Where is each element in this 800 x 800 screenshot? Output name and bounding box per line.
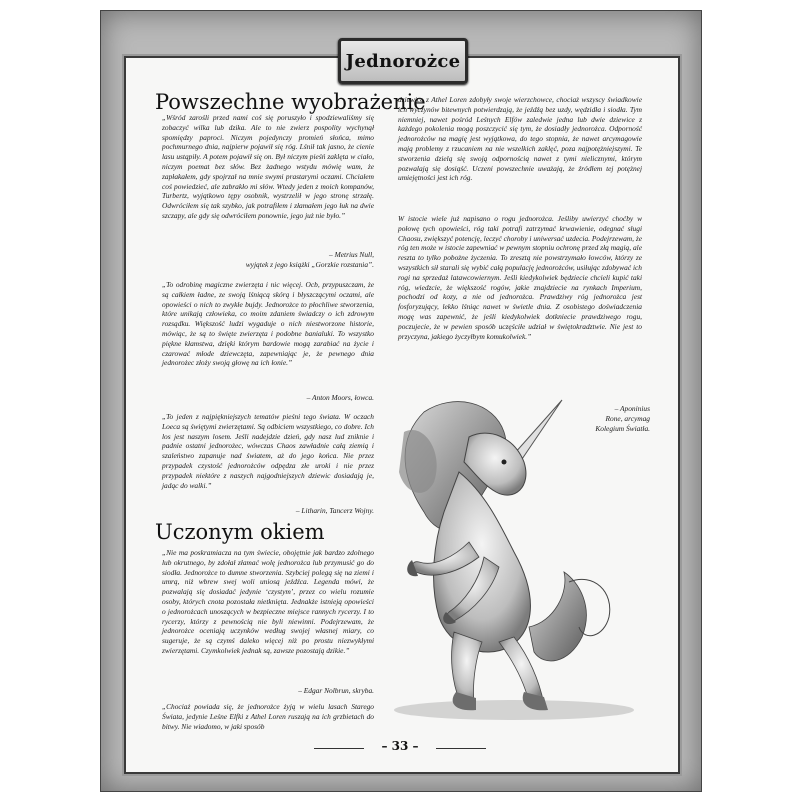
quote-paragraph: „Chociaż powiada się, że jednorożce żyją w wielu lasach Starego Świata, jedynie Leśne Elfki z Athel Loren ruszają na ich grzbietach do bitwy. Nie wiadomo, w jaki sposób bbox=[162, 702, 374, 731]
footer-rule-right bbox=[436, 748, 486, 749]
quote-attribution: – Anton Moors, łowca. bbox=[306, 393, 374, 402]
quote-paragraph: dziewice z Athel Loren zdobyły swoje wierzchowce, chociaż wszyscy świadkowie ich wyczynów bitewnych potwierdzają, że jeźdźą bez uzdy, wędzidła i siodła. Tym niemniej, nawet pośród Leśnych Elfów zaledwie jedna lub dwie dziewice z każdego pokolenia mogą poszczycić się tym, że dosiadły jednorożca. Odporność jednorożców na magię jest wyjątkowa, do tego stopnia, że nawet arcymagowie mają problemy z rzucaniem na nie wszelkich zaklęć, poza najpotężniejszymi. Te stworzenia dzielą się swoją odpornością nawet z tymi nielicznymi, którym pozwalają się dosiąść. Uczeni powszechnie uważają, że źródłem tej potężnej umiejętności jest ich róg. bbox=[398, 95, 642, 183]
chapter-title: Jednorożce bbox=[345, 50, 461, 72]
quote-attribution: Rone, arcymag bbox=[605, 414, 650, 423]
quote-attribution: – Metrius Null, bbox=[329, 250, 374, 259]
quote-paragraph: „To odrobinę magiczne zwierzęta i nic więcej. Ocb, przypuszczam, że są całkiem ładne, ze swoją lśniącą skórą i błyszczącymi oczami, ale opowieści o nich to zwykłe bujdy. Jednorożce to płochliwe stworzenia, które unikają człowieka, co moim zdaniem świadczy o ich zdrowym rozsądku. Większość ludzi wygaduje o nich niestworzone historie, mówiąc, że są to święte zwierzęta i podobne banialuki. To wszystko piękne kłamstwa, dzięki którym bardowie mogą zarabiać na życie i czarować młode dziewczęta, zapewniając je, że pewnego dnia jednorożec złoży swoją głowę na ich łonie.” bbox=[162, 280, 374, 368]
quote-paragraph: „Nie ma poskramiacza na tym świecie, obojętnie jak bardzo zdolnego lub okrutnego, by zdołał złamać wolę jednorożca lub przymusić go do siodła. Jednorożce to dumne stworzenia. Szybciej polegą się na ziemi i umrą, niż wbrew swej woli uniosą jeźdźca. Legenda mówi, że pozwalają się dosiadać jedynie ‘czystym’, przez co wielu rozumie osoby, których cnota pozostała nietknięta. Jednakże istnieją opowieści o jednorożcach unoszących w bezpieczne miejsce rannych rycerzy. I to rycerzy, którzy z pewnością nie byli niewinni. Podejrzewam, że jednorożce oceniają uczynków według swojej własnej miary, co sugeruje, że są czymś daleko więcej niż po prostu niezwykłymi zwierzętami. Czymkolwiek jednak są, zawsze pozostają dzikie.” bbox=[162, 548, 374, 655]
quote-paragraph: W istocie wiele już napisano o rogu jednorożca. Jeśliby uwierzyć choćby w połowę tych opowieści, róg taki potrafi zatrzymać krwawienie, odegnać sługi Chaosu, zwiększyć potencję, leczyć choroby i uniwersać uzdecia. Podejrzewam, że róg ten może w istocie zapewniać w pewnym stopniu ochronę przed złą magią, ale reszta to tylko pobożne życzenia. To zresztą nie powstrzymało łowców, którzy ze wszystkich sił starali się wybić całą populację jednorożców, usiłując zdobywać ich rogi na sprzedaż latawcowiernym. Jeśli kiedykolwiek będziecie chcieli kupić taki róg, wiedzcie, że większość rogów, jakie znajdziecie na rynkach Imperium, pochodzi od kozy, a nie od jednorożca. Prawdziwy róg jednorożca jest fosforyzujący, lekko lśniąc nawet w świetle dnia. Z osobistego doświadczenia mogę was zapewnić, że jeśli kiedykolwiek dotkniecie prawdziwego rogu, poczujecie, że w pewien sposób uczęściłe udział w świętokradztwie. Nie jest to przyczyna, jakiego życzyłbym komukolwiek.” bbox=[398, 214, 642, 341]
section-heading-common-view: Powszechne wyobrażenie bbox=[155, 90, 426, 114]
quote-attribution: – Aponinius bbox=[614, 404, 650, 413]
section-heading-scholarly-view: Uczonym okiem bbox=[155, 520, 325, 544]
unicorn-illustration-icon bbox=[364, 392, 660, 732]
quote-paragraph: „To jeden z najpiękniejszych tematów pieśni tego świata. W oczach Loeca są świętymi zwierzętami. Są odbiciem wszystkiego, co dobre. Ich los jest naszym losem. Jeśli nadejdzie dzień, gdy nasz lud zniknie i padnie ostatni jednorożec, wówczas Chaos zawładnie całą ziemią i szaleństwo zapanuje nad światem, aż do jego końca. Nie przez przypadek czystość jednorożców odpędza złe uroki i nie przez przypadek niektóre z naszych najgodniejszych dziewic dosiadają je, jadąc do walki.” bbox=[162, 412, 374, 490]
quote-attribution: – Litharin, Tancerz Wojny. bbox=[295, 506, 374, 515]
quote-attribution: Kolegium Światła. bbox=[595, 424, 650, 433]
quote-attribution: wyjątek z jego książki „Gorzkie rozstania”. bbox=[245, 260, 374, 269]
quote-attribution: – Edgar Nolbrun, skryba. bbox=[298, 686, 374, 695]
chapter-title-plate bbox=[338, 38, 468, 84]
quote-paragraph: „Wśród zarośli przed nami coś się poruszyło i spodziewaliśmy się zobaczyć wilka lub dzika. Ale to nie zwierz pospolity wychynął spomiędzy paproci. Niczym pojedynczy promień słońca, mimo pochmurnego dnia, najpierw pojawił się róg. Lśnił tak jasno, że cienie lasu ustąpiły. A potem pojawił się on. Był niczym pieśń zaklęta w ciało, niczym poemat bez słów. Bez żadnego wstydu mówię wam, że zapłakałem, gdy spojrzał na mnie swymi prastarymi oczami. Chciałem coś powiedzieć, ale zabrakło mi słów. Wtedy jeden z moich kompanów, Turbertz, wyjątkowo tępy osobnik, wystrzelił w jego stronę strzałę. Odwróciłem się tak szybko, jak potrafiłem i złamałem jego łuk na dwie szczapy, ale gdy się odwróciłem ponownie, jego już nie było.” bbox=[162, 113, 374, 220]
page-number: – 33 – bbox=[381, 739, 419, 753]
footer-rule-left bbox=[314, 748, 364, 749]
